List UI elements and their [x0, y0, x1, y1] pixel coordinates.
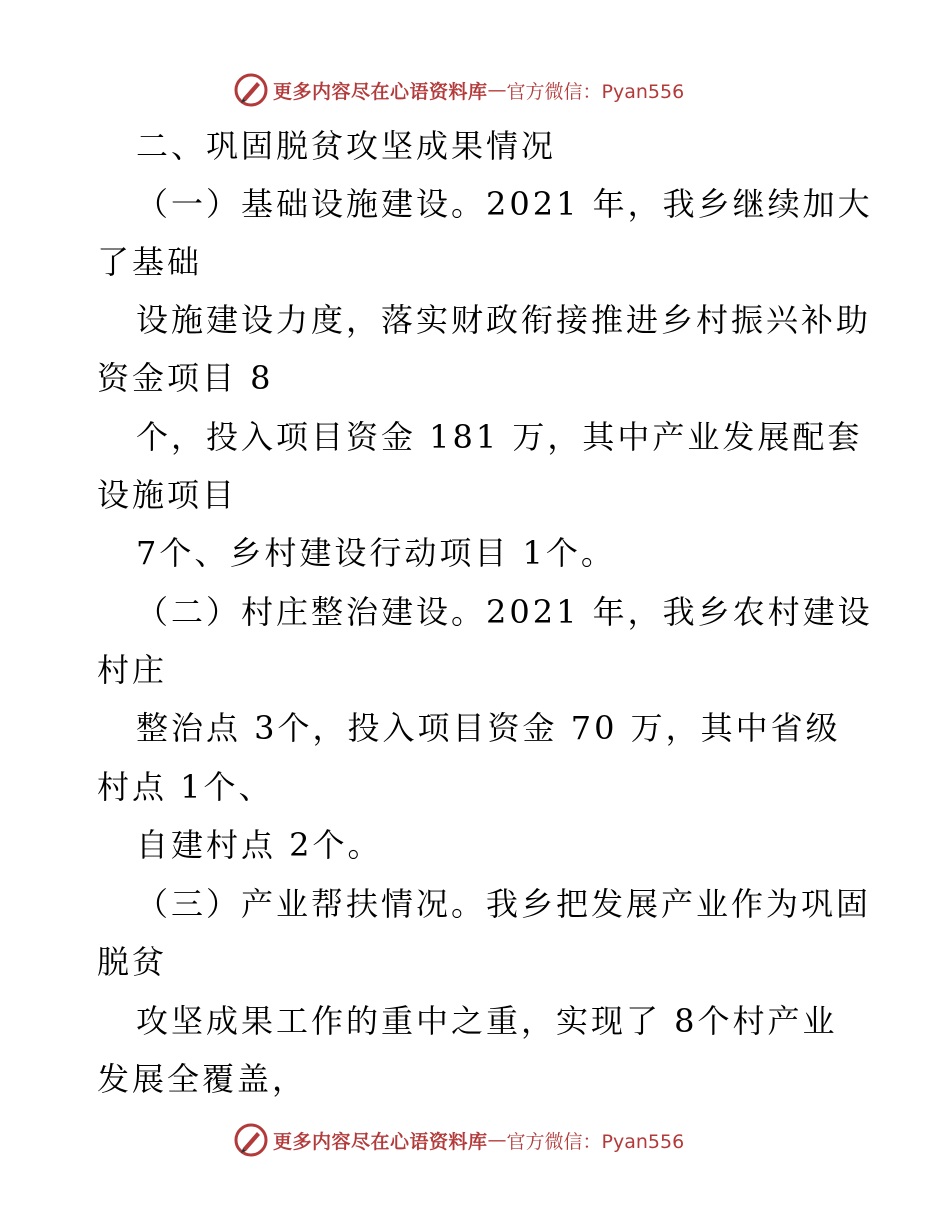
watermark-separator: —	[487, 79, 507, 101]
paragraph-line: （二）村庄整治建设。2021 年，我乡农村建设	[136, 593, 873, 631]
watermark-header	[233, 70, 684, 110]
pen-logo-icon	[233, 1122, 269, 1158]
section-heading: 二、巩固脱贫攻坚成果情况	[136, 127, 557, 165]
paragraph-line: 自建村点 2个。	[136, 826, 383, 864]
paragraph-line: 村点 1个、	[97, 768, 274, 806]
paragraph-line: 整治点 3个，投入项目资金 70 万，其中省级	[136, 709, 841, 747]
paragraph-line: 村庄	[97, 651, 168, 689]
paragraph-line: 脱贫	[97, 943, 168, 981]
paragraph-line: 攻坚成果工作的重中之重，实现了 8个村产业	[136, 1002, 838, 1040]
paragraph-line: 设施建设力度，落实财政衔接推进乡村振兴补助	[136, 301, 872, 339]
pen-logo-icon	[233, 72, 269, 108]
paragraph-line: 资金项目 8	[97, 359, 274, 397]
watermark-contact: 官方微信：Pyan556	[506, 1130, 685, 1153]
paragraph-line: （一）基础设施建设。2021 年，我乡继续加大	[136, 185, 873, 223]
paragraph-line: 个，投入项目资金 181 万，其中产业发展配套	[136, 418, 863, 456]
watermark-contact: 官方微信：Pyan556	[506, 80, 685, 103]
paragraph-line: （三）产业帮扶情况。我乡把发展产业作为巩固	[136, 885, 872, 923]
watermark-brand: 更多内容尽在心语资料库	[273, 80, 488, 103]
paragraph-line: 了基础	[97, 243, 203, 281]
watermark-footer	[233, 1120, 684, 1160]
paragraph-line: 设施项目	[97, 476, 238, 514]
watermark-brand: 更多内容尽在心语资料库	[273, 1130, 488, 1153]
paragraph-line: 发展全覆盖，	[97, 1060, 308, 1098]
watermark-separator: —	[487, 1129, 507, 1151]
paragraph-line: 7个、乡村建设行动项目 1个。	[136, 534, 616, 572]
